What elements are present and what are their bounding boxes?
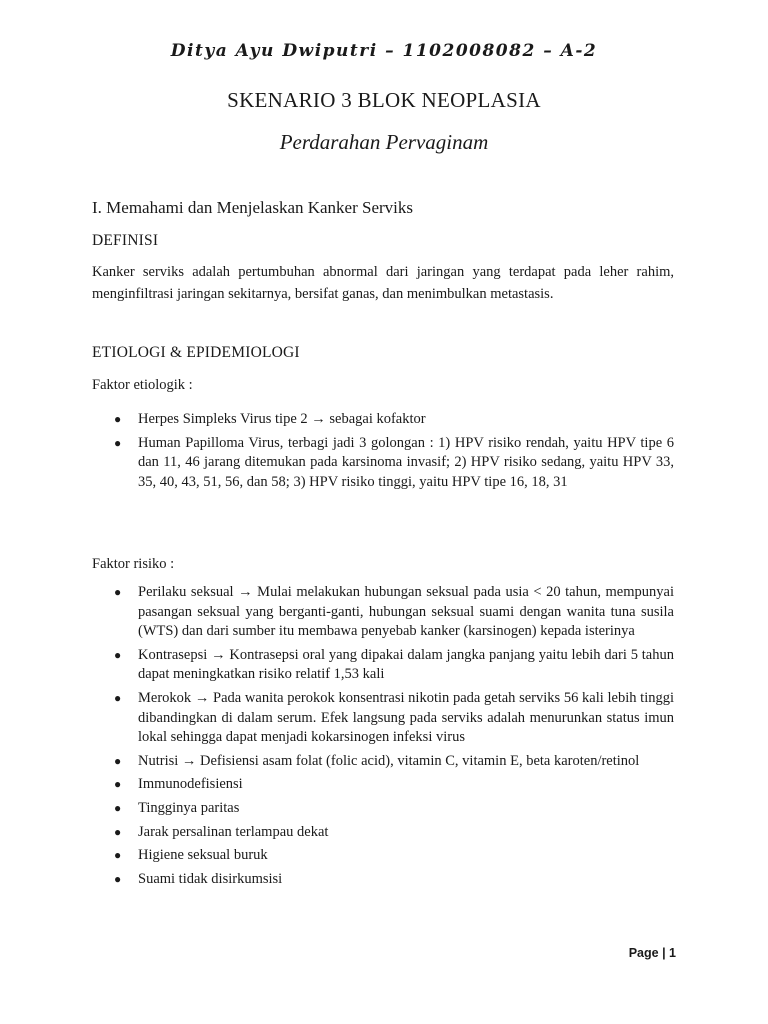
bullet-icon: ● [114, 777, 122, 792]
faktor-etiologik-label: Faktor etiologik : [92, 377, 193, 393]
page-subtitle: Perdarahan Pervaginam [279, 130, 489, 154]
list-item [92, 846, 674, 866]
list-item-text: Suami tidak disirkumsisi [138, 870, 283, 887]
list-item-text: Immunodefisiensi [138, 776, 243, 793]
bullet-icon: ● [114, 647, 122, 662]
bullet-icon: ● [114, 690, 122, 705]
bullet-icon: ● [114, 824, 122, 839]
faktor-risiko-list [92, 583, 674, 893]
etiologi-heading: ETIOLOGI & EPIDEMIOLOGI [92, 344, 300, 361]
list-item [92, 775, 674, 795]
list-item-text: Human Papilloma Virus, terbagi jadi 3 golongan : 1) HPV risiko rendah, yaitu HPV tipe 6 dan 11, 46 jarang ditemukan pada karsinoma invasif; 2) HPV risiko sedang, yaitu HPV 33, 35, 40, 43, 51, 56, dan 58; 3) HPV risiko tinggi, yaitu HPV tipe 16, 18, 31 [138, 434, 674, 490]
bullet-icon: ● [114, 848, 122, 863]
faktor-risiko-label: Faktor risiko : [92, 556, 175, 572]
list-item [92, 434, 674, 493]
bullet-icon: ● [114, 800, 122, 815]
list-item [92, 583, 674, 642]
list-item-text: Merokok → Pada wanita perokok konsentrasi nikotin pada getah serviks 56 kali lebih tinggi dibandingkan di dalam serum. Efek langsung pada serviks adalah menurunkan status imun lokal sehingga dapat menjadi kokarsinogen infeksi virus [138, 689, 674, 746]
definisi-heading: DEFINISI [92, 232, 159, 249]
page-number-footer: Page | 1 [628, 946, 676, 960]
list-item-text: Perilaku seksual → Mulai melakukan hubungan seksual pada usia < 20 tahun, mempunyai pasangan seksual yang berganti-ganti, hubungan seksual suami dengan wanita tuna susila (WTS) dan dari sumber itu membawa penyebab kanker (karsinogen) kepada isterinya [138, 584, 674, 640]
list-item [92, 870, 674, 890]
list-item-text: Jarak persalinan terlampau dekat [138, 823, 329, 840]
bullet-icon: ● [114, 412, 122, 426]
bullet-icon: ● [114, 435, 122, 450]
document-header-author: Ditya Ayu Dwiputri – 1102008082 – A-2 [170, 41, 598, 61]
list-item-text: Nutrisi → Defisiensi asam folat (folic acid), vitamin C, vitamin E, beta karoten/retinol [138, 752, 640, 769]
bullet-icon: ● [114, 585, 122, 599]
list-item [92, 799, 674, 819]
bullet-icon: ● [114, 871, 122, 886]
definisi-text: Kanker serviks adalah pertumbuhan abnormal dari jaringan yang terdapat pada leher rahim, menginfiltrasi jaringan sekitarnya, bersifat ganas, dan menimbulkan metastasis. [92, 264, 674, 302]
bullet-icon: ● [114, 753, 122, 768]
list-item [92, 646, 674, 685]
section-heading: I. Memahami dan Menjelaskan Kanker Serviks [92, 198, 414, 217]
list-item-text: Tingginya paritas [138, 799, 240, 816]
list-item-text: Herpes Simpleks Virus tipe 2 → sebagai kofaktor [138, 411, 426, 427]
list-item [92, 410, 674, 430]
list-item-text: Higiene seksual buruk [138, 847, 268, 864]
list-item [92, 689, 674, 748]
page-title: SKENARIO 3 BLOK NEOPLASIA [227, 88, 541, 112]
faktor-etiologik-list [92, 410, 674, 496]
list-item [92, 823, 674, 843]
list-item [92, 752, 674, 772]
list-item-text: Kontrasepsi → Kontrasepsi oral yang dipakai dalam jangka panjang yaitu lebih dari 5 tahun dapat meningkatkan risiko relatif 1,53 kali [138, 646, 674, 683]
